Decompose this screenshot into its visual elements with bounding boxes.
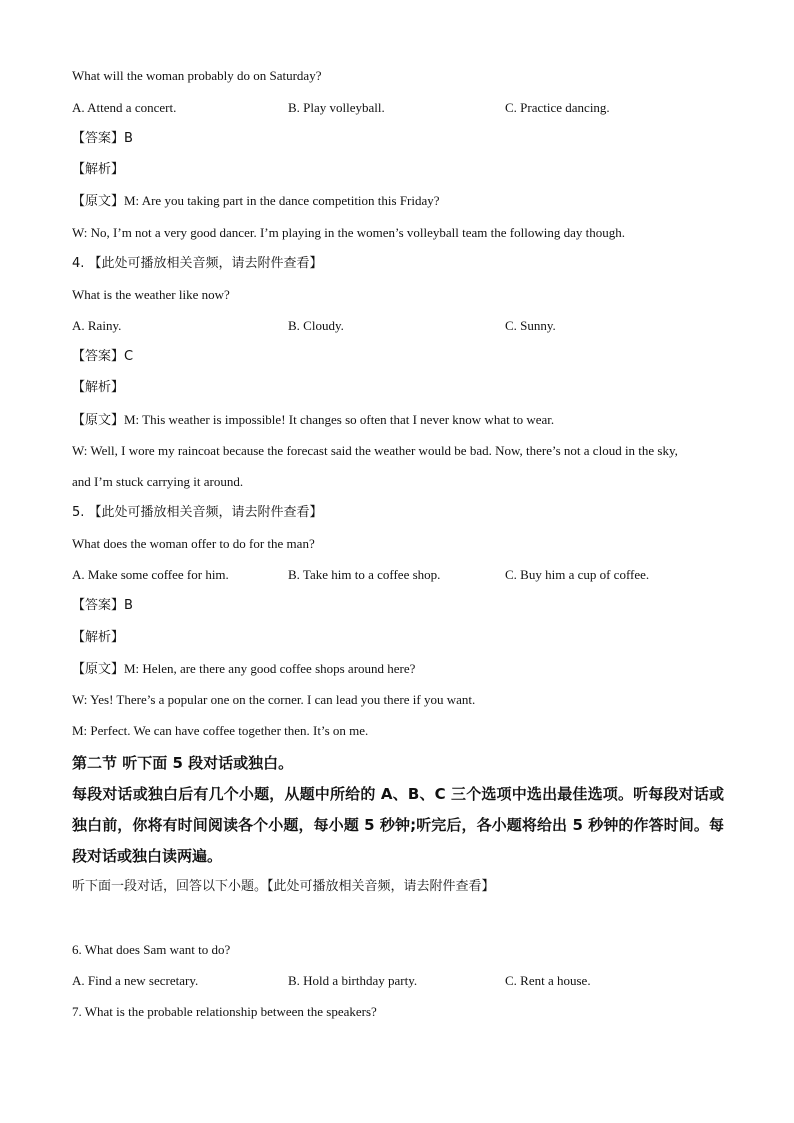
answer-label: 【答案】B <box>72 131 133 146</box>
option-a: A. Find a new secretary. <box>72 973 199 988</box>
section-instructions: 每段对话或独白后有几个小题，从题中所给的 A、B、C 三个选项中选出最佳选项。听每段对话或独白前，你将有时间阅读各个小题，每小题 5 秒钟;听完后，各小题将给出 5 秒钟的作答时间。每段对话或独白读两遍。 <box>72 785 724 865</box>
transcript-line: M: Perfect. We can have coffee together then. It’s on me. <box>72 723 369 738</box>
section-title: 第二节 听下面 5 段对话或独白。 <box>72 754 294 772</box>
analysis-label: 【解析】 <box>72 380 125 395</box>
option-a: A. Make some coffee for him. <box>72 567 229 582</box>
option-c: C. Rent a house. <box>505 973 591 988</box>
transcript-line: W: Well, I wore my raincoat because the forecast said the weather would be bad. Now, there’s not a cloud in the sky, <box>72 443 678 458</box>
option-b: B. Cloudy. <box>288 318 344 333</box>
answer-label: 【答案】B <box>72 598 133 613</box>
question-header: 5. 【此处可播放相关音频，请去附件查看】 <box>72 505 323 520</box>
analysis-label: 【解析】 <box>72 162 125 177</box>
analysis-label: 【解析】 <box>72 630 125 645</box>
option-a: A. Attend a concert. <box>72 100 177 115</box>
option-b: B. Hold a birthday party. <box>288 973 418 988</box>
option-a: A. Rainy. <box>72 318 122 333</box>
question-text: What will the woman probably do on Saturday? <box>72 68 322 83</box>
option-b: B. Take him to a coffee shop. <box>288 567 441 582</box>
question-text: What is the weather like now? <box>72 287 230 302</box>
option-c: C. Practice dancing. <box>505 100 610 115</box>
answer-label: 【答案】C <box>72 349 134 364</box>
question-text: What does the woman offer to do for the man? <box>72 536 315 551</box>
question-text: 6. What does Sam want to do? <box>72 942 231 957</box>
option-b: B. Play volleyball. <box>288 100 385 115</box>
transcript-line: 【原文】M: Are you taking part in the dance competition this Friday? <box>72 193 440 208</box>
transcript-line: 【原文】M: This weather is impossible! It changes so often that I never know what to wear. <box>72 412 555 427</box>
listen-prompt: 听下面一段对话，回答以下小题。【此处可播放相关音频，请去附件查看】 <box>72 879 495 894</box>
transcript-line: W: No, I’m not a very good dancer. I’m playing in the women’s volleyball team the following day though. <box>72 225 625 240</box>
option-c: C. Buy him a cup of coffee. <box>505 567 650 582</box>
transcript-line: W: Yes! There’s a popular one on the corner. I can lead you there if you want. <box>72 692 476 707</box>
question-header: 4. 【此处可播放相关音频，请去附件查看】 <box>72 256 323 271</box>
question-text: 7. What is the probable relationship between the speakers? <box>72 1004 377 1019</box>
transcript-line: and I’m stuck carrying it around. <box>72 474 244 489</box>
option-c: C. Sunny. <box>505 318 556 333</box>
transcript-line: 【原文】M: Helen, are there any good coffee shops around here? <box>72 661 416 676</box>
